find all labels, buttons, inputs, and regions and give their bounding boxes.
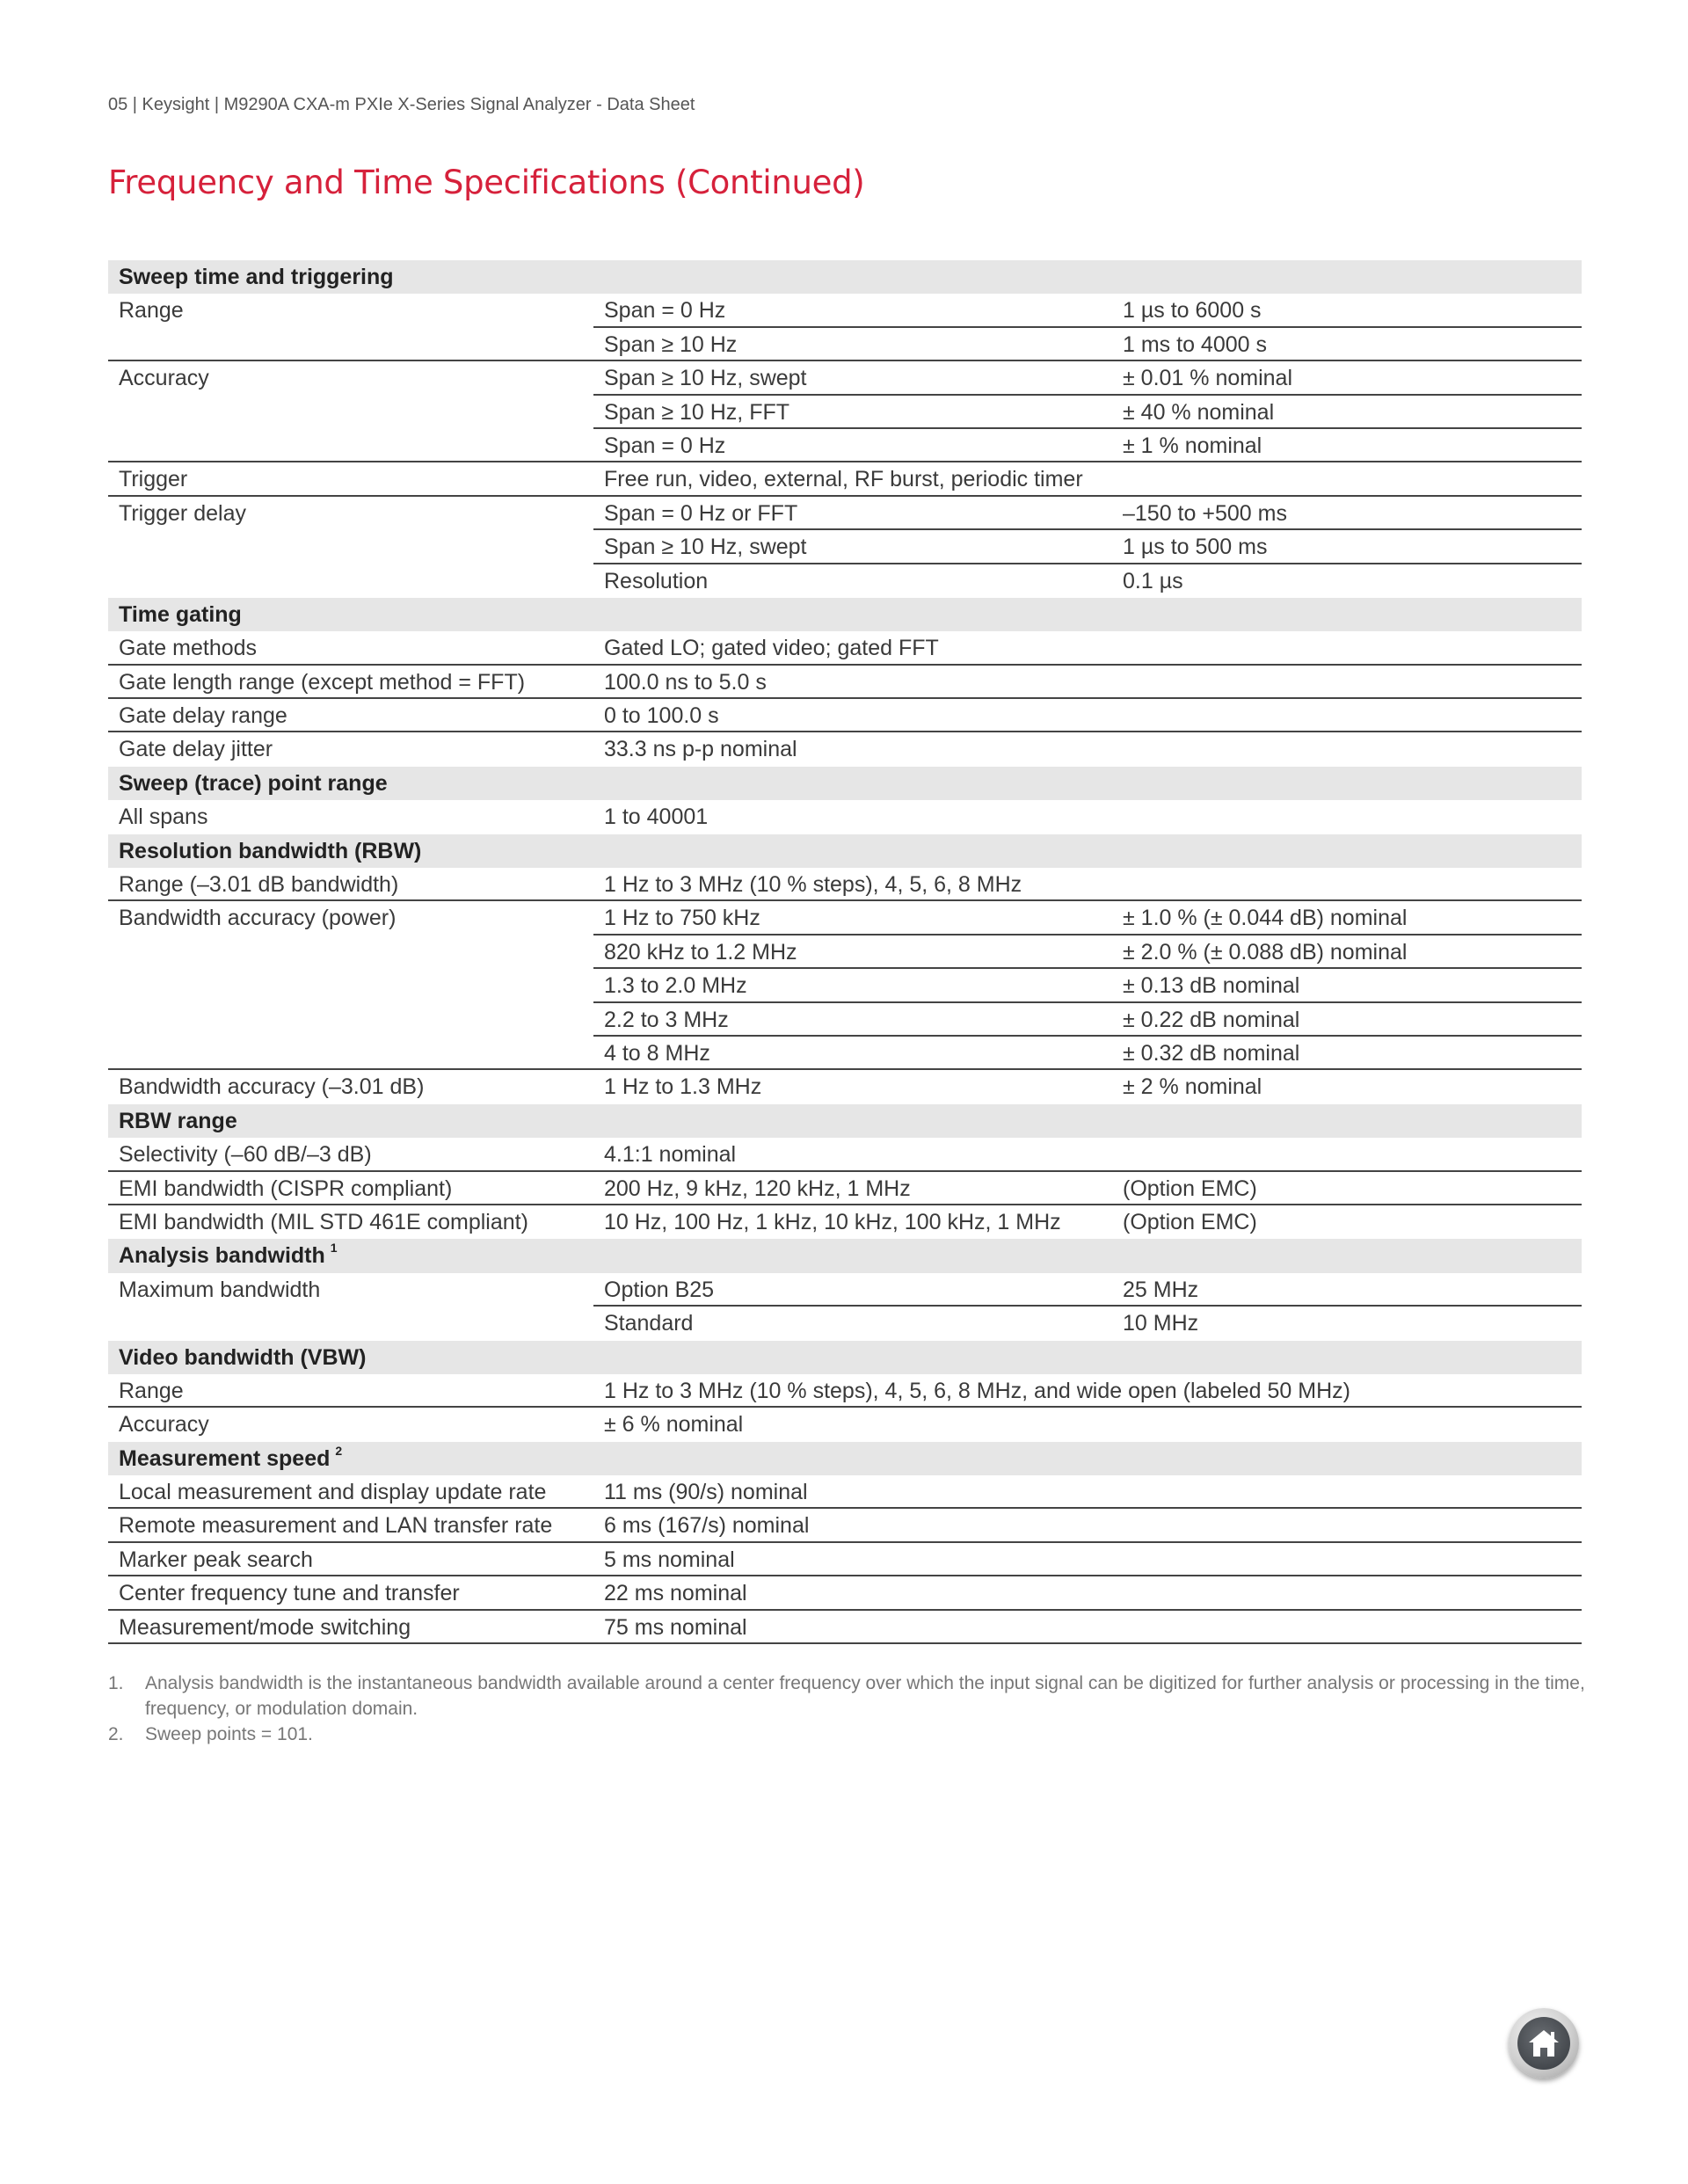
footnote-number: 1. bbox=[108, 1673, 124, 1693]
condition-cell: 1.3 to 2.0 MHz bbox=[604, 973, 747, 999]
section-header bbox=[108, 1104, 1582, 1138]
footnote bbox=[108, 1722, 1585, 1747]
parameter-cell bbox=[108, 1003, 593, 1037]
value-cell: ± 40 % nominal bbox=[1123, 399, 1275, 425]
value-cell: ± 2 % nominal bbox=[1123, 1074, 1262, 1100]
table-row bbox=[108, 1307, 1582, 1340]
section-header bbox=[108, 1239, 1582, 1272]
parameter-cell: Accuracy bbox=[119, 1412, 209, 1438]
table-row bbox=[108, 1070, 1582, 1103]
condition-cell: Span ≥ 10 Hz, swept bbox=[604, 366, 807, 391]
condition-cell: 1 Hz to 3 MHz (10 % steps), 4, 5, 6, 8 MHz, and wide open (labeled 50 MHz) bbox=[604, 1378, 1350, 1403]
parameter-cell: Gate length range (except method = FFT) bbox=[119, 669, 526, 695]
condition-cell: Option B25 bbox=[604, 1277, 715, 1302]
condition-cell: Span = 0 Hz bbox=[604, 433, 726, 458]
value-cell: 1 ms to 4000 s bbox=[1123, 331, 1267, 357]
table-row bbox=[108, 1475, 1582, 1509]
section-header bbox=[108, 260, 1582, 294]
parameter-cell bbox=[108, 328, 593, 361]
footnotes bbox=[108, 1671, 1585, 1747]
value-cell bbox=[1112, 732, 1582, 766]
section-header bbox=[108, 834, 1582, 868]
condition-cell: 6 ms (167/s) nominal bbox=[604, 1513, 810, 1539]
home-button-face bbox=[1517, 2017, 1570, 2070]
section-title: Video bandwidth (VBW) bbox=[119, 1344, 367, 1370]
table-row bbox=[108, 1037, 1582, 1070]
parameter-cell bbox=[108, 969, 593, 1002]
table-row bbox=[108, 732, 1582, 766]
parameter-cell: Center frequency tune and transfer bbox=[119, 1581, 460, 1606]
footnote-text: Analysis bandwidth is the instantaneous bandwidth available around a center frequency over which the input signal can be digitized for further analysis or processing in the time, frequency, or modulation domain. bbox=[145, 1673, 1585, 1719]
parameter-cell: Trigger bbox=[119, 467, 188, 492]
table-row bbox=[108, 530, 1582, 564]
section-title: Resolution bandwidth (RBW) bbox=[119, 838, 422, 863]
section-header bbox=[108, 1341, 1582, 1374]
section-title: Analysis bandwidth bbox=[119, 1243, 325, 1269]
parameter-cell: Bandwidth accuracy (power) bbox=[119, 906, 397, 931]
table-row bbox=[108, 1003, 1582, 1037]
section-header bbox=[108, 767, 1582, 800]
condition-cell: 4 to 8 MHz bbox=[604, 1040, 710, 1066]
condition-cell: Span ≥ 10 Hz bbox=[604, 331, 738, 357]
table-row bbox=[108, 564, 1582, 598]
table-row bbox=[108, 1576, 1582, 1610]
condition-cell: 4.1:1 nominal bbox=[604, 1142, 737, 1168]
value-cell bbox=[1112, 1611, 1582, 1644]
section-header bbox=[108, 1442, 1582, 1475]
condition-cell: 820 kHz to 1.2 MHz bbox=[604, 939, 797, 965]
parameter-cell bbox=[108, 935, 593, 969]
parameter-cell: EMI bandwidth (CISPR compliant) bbox=[119, 1176, 453, 1201]
condition-cell: 200 Hz, 9 kHz, 120 kHz, 1 MHz bbox=[604, 1176, 911, 1201]
parameter-cell: Trigger delay bbox=[119, 500, 246, 526]
parameter-cell: Range (–3.01 dB bandwidth) bbox=[119, 872, 399, 898]
table-row bbox=[108, 1273, 1582, 1307]
value-cell: 0.1 µs bbox=[1123, 568, 1183, 593]
condition-cell: Span ≥ 10 Hz, FFT bbox=[604, 399, 790, 425]
parameter-cell: Gate delay range bbox=[119, 703, 287, 729]
parameter-cell bbox=[108, 1037, 593, 1070]
section-title: Time gating bbox=[119, 601, 242, 627]
section-title-wrap bbox=[108, 1239, 338, 1272]
condition-cell: 1 to 40001 bbox=[604, 804, 709, 830]
footnote bbox=[108, 1671, 1585, 1722]
value-cell: ± 0.32 dB nominal bbox=[1123, 1040, 1300, 1066]
value-cell: ± 0.13 dB nominal bbox=[1123, 973, 1300, 999]
table-row bbox=[108, 935, 1582, 969]
table-row bbox=[108, 1611, 1582, 1644]
condition-cell: 5 ms nominal bbox=[604, 1547, 735, 1572]
condition-cell: 75 ms nominal bbox=[604, 1614, 747, 1640]
table-row bbox=[108, 361, 1582, 395]
parameter-cell bbox=[108, 530, 593, 564]
row-divider bbox=[108, 1642, 1582, 1644]
table-row bbox=[108, 969, 1582, 1002]
footnote-text: Sweep points = 101. bbox=[145, 1724, 313, 1744]
value-cell bbox=[1112, 1475, 1582, 1509]
home-button[interactable] bbox=[1509, 2008, 1579, 2078]
value-cell: ± 2.0 % (± 0.088 dB) nominal bbox=[1123, 939, 1408, 965]
section-title: Sweep (trace) point range bbox=[119, 770, 388, 796]
parameter-cell: Local measurement and display update rate bbox=[119, 1480, 547, 1505]
value-cell bbox=[1112, 1138, 1582, 1171]
table-row bbox=[108, 666, 1582, 699]
condition-cell: 1 Hz to 1.3 MHz bbox=[604, 1074, 762, 1100]
section-title-wrap bbox=[108, 1442, 342, 1475]
parameter-cell: Bandwidth accuracy (–3.01 dB) bbox=[119, 1074, 425, 1100]
value-cell: ± 0.01 % nominal bbox=[1123, 366, 1292, 391]
table-row bbox=[108, 497, 1582, 530]
value-cell: (Option EMC) bbox=[1123, 1176, 1257, 1201]
parameter-cell: Range bbox=[119, 298, 184, 324]
condition-cell: Span ≥ 10 Hz, swept bbox=[604, 535, 807, 560]
value-cell: 1 µs to 6000 s bbox=[1123, 298, 1262, 324]
parameter-cell: EMI bandwidth (MIL STD 461E compliant) bbox=[119, 1209, 528, 1234]
page-title: Frequency and Time Specifications (Continued) bbox=[108, 164, 865, 201]
table-row bbox=[108, 328, 1582, 361]
value-cell: ± 1.0 % (± 0.044 dB) nominal bbox=[1123, 906, 1408, 931]
parameter-cell: Remote measurement and LAN transfer rate bbox=[119, 1513, 553, 1539]
value-cell bbox=[1112, 800, 1582, 834]
condition-cell: ± 6 % nominal bbox=[604, 1412, 744, 1438]
value-cell bbox=[1112, 1374, 1582, 1408]
condition-cell: Standard bbox=[604, 1311, 694, 1336]
table-row bbox=[108, 1374, 1582, 1408]
footnote-ref: 2 bbox=[335, 1443, 343, 1458]
parameter-cell: Marker peak search bbox=[119, 1547, 313, 1572]
table-row bbox=[108, 800, 1582, 834]
table-row bbox=[108, 901, 1582, 935]
spec-table bbox=[108, 260, 1582, 1644]
value-cell bbox=[1112, 666, 1582, 699]
parameter-cell: Range bbox=[119, 1378, 184, 1403]
value-cell: ± 1 % nominal bbox=[1123, 433, 1262, 458]
condition-cell: 22 ms nominal bbox=[604, 1581, 747, 1606]
condition-cell: Free run, video, external, RF burst, periodic timer bbox=[604, 467, 1083, 492]
condition-cell: Gated LO; gated video; gated FFT bbox=[604, 636, 939, 661]
condition-cell: 0 to 100.0 s bbox=[604, 703, 719, 729]
table-row bbox=[108, 294, 1582, 327]
value-cell bbox=[1112, 631, 1582, 665]
value-cell bbox=[1112, 1509, 1582, 1542]
parameter-cell bbox=[108, 429, 593, 462]
table-row bbox=[108, 1205, 1582, 1239]
table-row bbox=[108, 1543, 1582, 1576]
condition-cell: 10 Hz, 100 Hz, 1 kHz, 10 kHz, 100 kHz, 1 MHz bbox=[604, 1209, 1061, 1234]
condition-cell: 33.3 ns p-p nominal bbox=[604, 737, 797, 762]
value-cell bbox=[1112, 868, 1582, 901]
section-header bbox=[108, 598, 1582, 631]
condition-cell: Resolution bbox=[604, 568, 709, 593]
condition-cell: Span = 0 Hz bbox=[604, 298, 726, 324]
value-cell bbox=[1112, 699, 1582, 732]
parameter-cell: Accuracy bbox=[119, 366, 209, 391]
value-cell bbox=[1112, 1408, 1582, 1441]
condition-cell: 100.0 ns to 5.0 s bbox=[604, 669, 767, 695]
table-row bbox=[108, 868, 1582, 901]
table-row bbox=[108, 462, 1582, 496]
condition-cell: 1 Hz to 750 kHz bbox=[604, 906, 760, 931]
table-row bbox=[108, 1408, 1582, 1441]
table-row bbox=[108, 699, 1582, 732]
parameter-cell bbox=[108, 564, 593, 598]
section-title: Measurement speed bbox=[119, 1445, 331, 1471]
section-title: RBW range bbox=[119, 1108, 237, 1133]
parameter-cell: Gate methods bbox=[119, 636, 258, 661]
parameter-cell: Gate delay jitter bbox=[119, 737, 273, 762]
running-head: 05 | Keysight | M9290A CXA-m PXIe X-Series Signal Analyzer - Data Sheet bbox=[108, 95, 695, 114]
value-cell: 10 MHz bbox=[1123, 1311, 1199, 1336]
footnote-ref: 1 bbox=[330, 1241, 338, 1256]
parameter-cell: Selectivity (–60 dB/–3 dB) bbox=[119, 1142, 372, 1168]
table-row bbox=[108, 1172, 1582, 1205]
value-cell: ± 0.22 dB nominal bbox=[1123, 1007, 1300, 1032]
condition-cell: Span = 0 Hz or FFT bbox=[604, 500, 798, 526]
home-icon bbox=[1526, 2027, 1561, 2059]
table-row bbox=[108, 429, 1582, 462]
condition-cell: 1 Hz to 3 MHz (10 % steps), 4, 5, 6, 8 MHz bbox=[604, 872, 1022, 898]
value-cell: 25 MHz bbox=[1123, 1277, 1199, 1302]
value-cell bbox=[1112, 1543, 1582, 1576]
table-row bbox=[108, 1138, 1582, 1171]
parameter-cell: Maximum bandwidth bbox=[119, 1277, 321, 1302]
parameter-cell: All spans bbox=[119, 804, 208, 830]
parameter-cell bbox=[108, 396, 593, 429]
condition-cell: 2.2 to 3 MHz bbox=[604, 1007, 729, 1032]
value-cell bbox=[1112, 462, 1582, 496]
value-cell: 1 µs to 500 ms bbox=[1123, 535, 1268, 560]
table-row bbox=[108, 631, 1582, 665]
value-cell bbox=[1112, 1576, 1582, 1610]
table-row bbox=[108, 396, 1582, 429]
value-cell: –150 to +500 ms bbox=[1123, 500, 1287, 526]
footnote-number: 2. bbox=[108, 1724, 124, 1744]
condition-cell: 11 ms (90/s) nominal bbox=[604, 1480, 808, 1505]
section-title: Sweep time and triggering bbox=[119, 265, 394, 289]
parameter-cell bbox=[108, 1307, 593, 1340]
parameter-cell: Measurement/mode switching bbox=[119, 1614, 411, 1640]
table-row bbox=[108, 1509, 1582, 1542]
value-cell: (Option EMC) bbox=[1123, 1209, 1257, 1234]
